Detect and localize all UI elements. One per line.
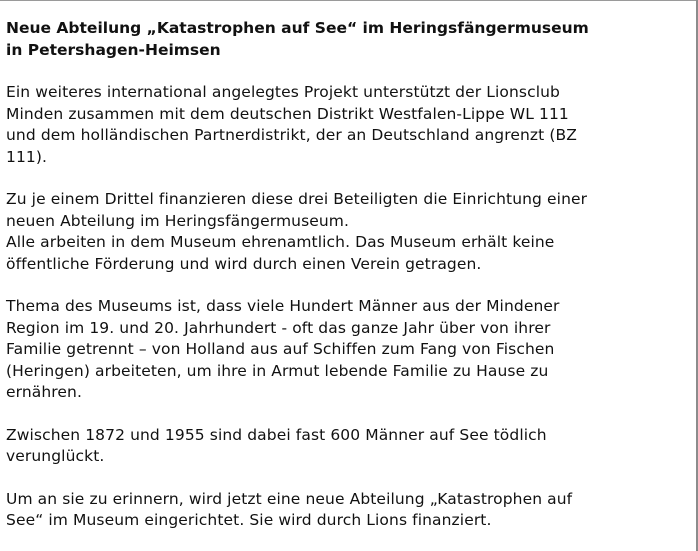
paragraph-museum-theme [6, 296, 686, 404]
paragraph-line: (Heringen) arbeiteten, um ihre in Armut lebende Familie zu Hause zu [6, 361, 549, 380]
paragraph-line: verunglückt. [6, 447, 105, 465]
paragraph-line: Region im 19. und 20. Jahrhundert - oft das ganze Jahr über von ihrer [6, 318, 551, 337]
paragraph-line: Thema des Museums ist, dass viele Hundert Männer aus der Mindener [6, 297, 560, 315]
paragraph-line: Familie getrennt – von Holland aus auf Schiffen zum Fang von Fischen [6, 340, 555, 358]
paragraph-line: See“ im Museum eingerichtet. Sie wird durch Lions finanziert. [6, 511, 492, 529]
scan-edge-top [0, 0, 698, 1]
paragraph-line: ernähren. [6, 383, 83, 401]
paragraph-line: Ein weiteres international angelegtes Projekt unterstützt der Lionsclub [6, 83, 560, 101]
paragraph-new-department [6, 489, 686, 532]
title-line: Neue Abteilung „Katastrophen auf See“ im Heringsfängermuseum [6, 19, 589, 37]
document-body [6, 17, 686, 532]
paragraph-line: Zwischen 1872 und 1955 sind dabei fast 600 Männer auf See tödlich [6, 425, 547, 444]
paragraph-line: Um an sie zu erinnern, wird jetzt eine neue Abteilung „Katastrophen auf [6, 489, 573, 508]
paragraph-line: 111). [6, 147, 48, 166]
paragraph-line: Alle arbeiten in dem Museum ehrenamtlich. Das Museum erhält keine [6, 233, 555, 251]
document-title [6, 17, 686, 61]
paragraph-casualties [6, 425, 686, 468]
paragraph-line: öffentliche Förderung und wird durch einen Verein getragen. [6, 254, 482, 273]
paragraph-line: Zu je einem Drittel finanzieren diese drei Beteiligten die Einrichtung einer [6, 190, 588, 208]
title-line: in Petershagen-Heimsen [6, 41, 221, 59]
paragraph-project [6, 82, 686, 168]
paragraph-line: neuen Abteilung im Heringsfängermuseum. [6, 211, 350, 230]
paragraph-line: Minden zusammen mit dem deutschen Distrikt Westfalen-Lippe WL 111 [6, 104, 569, 123]
paragraph-line: und dem holländischen Partnerdistrikt, der an Deutschland angrenzt (BZ [6, 126, 577, 144]
paragraph-financing [6, 189, 686, 275]
